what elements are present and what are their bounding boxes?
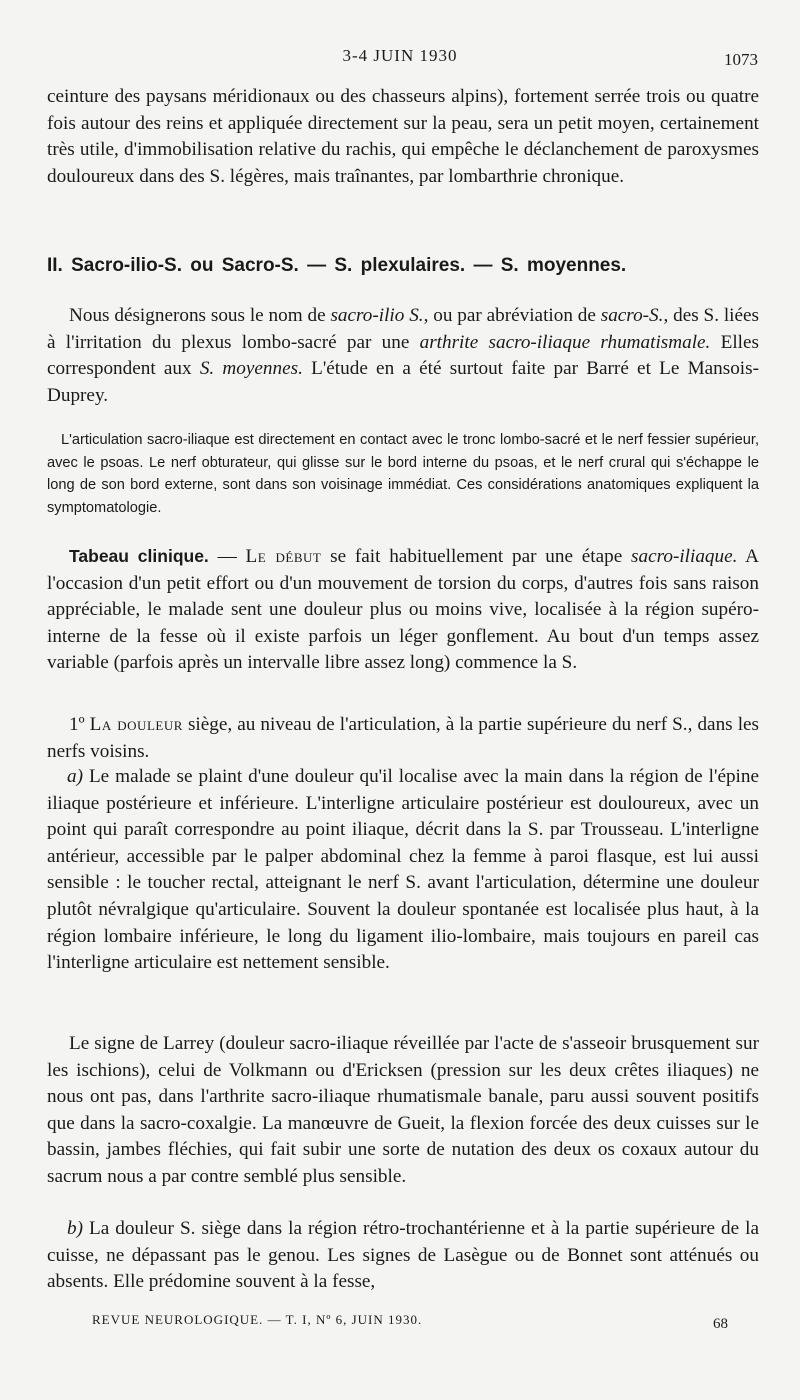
- section-heading: II. Sacro-ilio-S. ou Sacro-S. — S. plexulaires. — S. moyennes.: [47, 255, 627, 276]
- text-run: A l'occasion d'un petit effort ou d'un mouvement de torsion du corps, d'autres fois sans raison appréciable, le malade sent une douleur plus ou moins vive, localisée à la région supéro-interne de la fesse où il existe parfois un léger gonflement. Au bout d'un temps assez variable (parfois après un intervalle libre assez long) commence la S.: [47, 546, 759, 674]
- item-label: a): [67, 766, 83, 787]
- paragraph-text: Le signe de Larrey (douleur sacro-iliaque réveillée par l'acte de s'asseoir brusquement sur les ischions), celui de Volkmann ou d'Ericksen (pression sur les deux crêtes iliaques) ne nous ont pas, dans l'arthrite sacro-iliaque rhumatismale banale, paru aussi souvent positifs que dans la sacro-coxalgie. La manœuvre de Gueit, la flexion forcée des deux cuisses sur le bassin, jambes fléchies, qui fait subir une sorte de nutation des deux os coxaux autour du sacrum nous a par contre semblé plus sensible.: [47, 1033, 759, 1187]
- text-run: L'étude en a été surtout faite par Barré et Le Mansois-Duprey.: [47, 358, 759, 406]
- subsection-title: Tabeau clinique.: [69, 546, 209, 566]
- note-text: L'articulation sacro-iliaque est directement en contact avec le tronc lombo-sacré et le nerf fessier supérieur, avec le psoas. Le nerf obturateur, qui glisse sur le bord interne du psoas, et le nerf crural qui s'échappe le long de son bord externe, sont dans son voisinage immédiat. Ces considérations anatomiques expliquent la symptomatologie.: [47, 432, 759, 516]
- text-run: , des S. liées à l'irritation du plexus lombo-sacré par une: [47, 305, 759, 353]
- text-run: Nous désignerons sous le nom de: [69, 305, 331, 326]
- italic-term: sacro-iliaque.: [631, 546, 738, 567]
- page-number: 1073: [724, 50, 758, 69]
- clinical-paragraph: [47, 543, 759, 677]
- smallcaps-term: La douleur: [89, 714, 183, 735]
- pain-paragraph: [47, 712, 759, 765]
- signs-paragraph: [47, 1031, 759, 1191]
- issue-date: 3-4 JUIN 1930: [342, 46, 458, 65]
- journal-reference: REVUE NEUROLOGIQUE. — T. I, Nº 6, JUIN 1930.: [92, 1312, 423, 1327]
- anatomical-note: [47, 429, 759, 519]
- italic-term: sacro-S.: [600, 305, 664, 326]
- text-run: Elles correspondent aux: [47, 331, 759, 380]
- paragraph-continuation: [47, 84, 759, 190]
- italic-term: sacro-ilio S.: [330, 305, 424, 326]
- running-header: [0, 44, 800, 74]
- text-run: —: [208, 546, 246, 567]
- smallcaps-term: Le début: [245, 546, 322, 567]
- definition-paragraph: [47, 303, 759, 409]
- pain-b-paragraph: [47, 1216, 759, 1296]
- italic-term: arthrite sacro-iliaque rhumatismale.: [419, 331, 711, 353]
- italic-term: S. moyennes.: [199, 358, 303, 380]
- signature-mark: 68: [713, 1316, 728, 1332]
- page-footer: [0, 1308, 800, 1338]
- text-run: Le malade se plaint d'une douleur qu'il localise avec la main dans la région de l'épine iliaque postérieure et inférieure. L'interligne articulaire postérieur est douloureux, avec un point qui paraît correspondre au point iliaque, décrit dans la S. par Trousseau. L'interligne antérieur, accessible par le palper abdominal chez la femme à paroi flasque, est lui aussi sensible : le toucher rectal, atteignant le nerf S. avant l'articulation, détermine une douleur plutôt névralgique qu'articulaire. Souvent la douleur spontanée est localisée plus haut, à la région lombaire inférieure, le long du ligament ilio-lombaire, mais toujours en pareil cas l'interligne articulaire est nettement sensible.: [47, 766, 759, 974]
- text-run: La douleur S. siège dans la région rétro-trochantérienne et à la partie supérieure de la cuisse, ne dépassant pas le genou. Les signes de Lasègue ou de Bonnet sont atténués ou absents. Elle prédomine souvent à la fesse,: [47, 1218, 759, 1293]
- text-run: se fait habituellement par une étape: [321, 546, 632, 567]
- text-run: siège, au niveau de l'articulation, à la partie supérieure du nerf S., dans les nerfs voisins.: [47, 714, 760, 762]
- item-label: b): [67, 1218, 83, 1239]
- paragraph-text: ceinture des paysans méridionaux ou des chasseurs alpins), fortement serrée trois ou quatre fois autour des reins et appliquée directement sur la peau, sera un petit moyen, certainement très utile, d'immobilisation relative du rachis, qui empêche le déclanchement de paroxysmes douloureux dans des S. légères, mais traînantes, par lombarthrie chronique.: [47, 86, 759, 187]
- item-number: 1º: [69, 714, 90, 735]
- pain-a-paragraph: [47, 764, 759, 977]
- text-run: , ou par abréviation de: [423, 305, 601, 326]
